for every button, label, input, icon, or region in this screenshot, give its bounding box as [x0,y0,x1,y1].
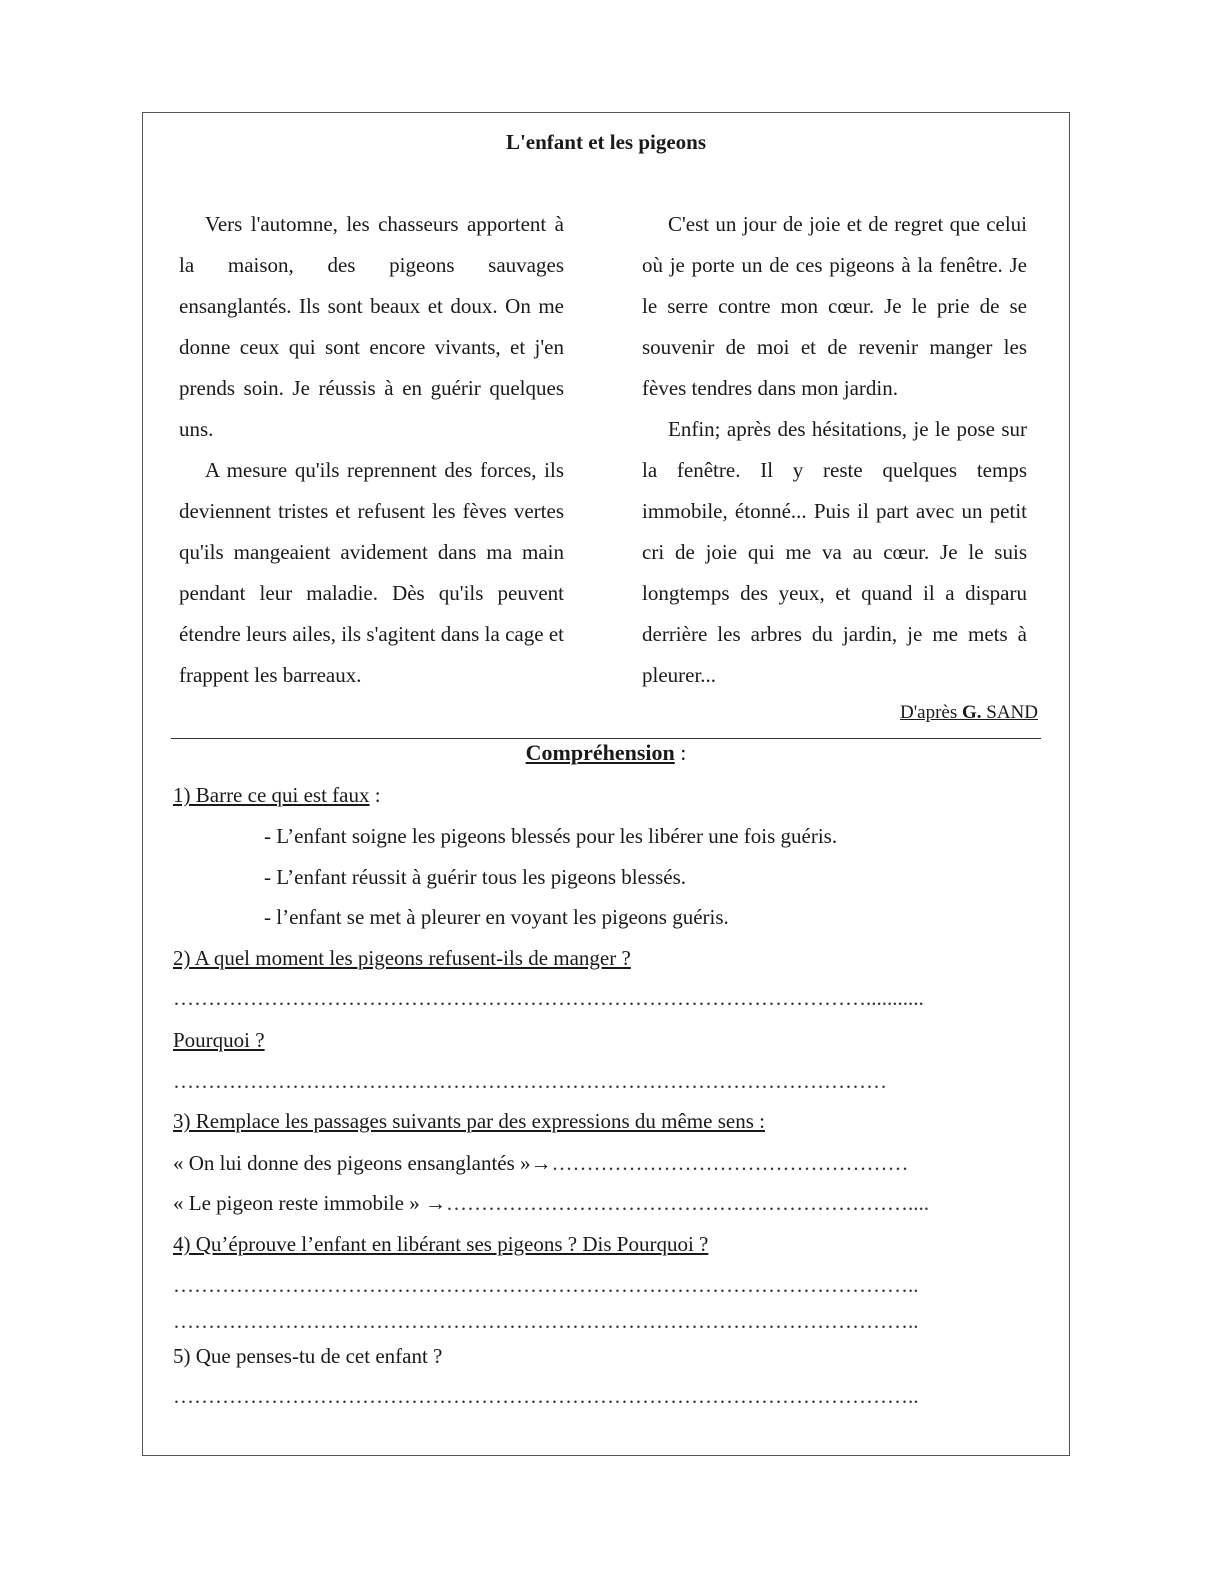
answer-line[interactable]: …………………………………………… [551,1151,909,1175]
answer-line[interactable]: ………………………………………………………………………………………........... [173,986,924,1010]
text-column-right [642,204,1027,696]
comprehension-heading-suffix: : [674,740,687,765]
question-2-sub-label: Pourquoi ? [173,1028,265,1052]
answer-line[interactable]: …………………………………………………………………………………………….. [173,1273,919,1297]
attribution-prefix: D'après [900,702,962,723]
question-1-option[interactable]: - l’enfant se met à pleurer en voyant les pigeons guéris. [264,905,729,929]
question-4-label: 4) Qu’éprouve l’enfant en libérant ses pigeons ? Dis Pourquoi ? [173,1232,709,1256]
text-title: L'enfant et les pigeons [505,130,707,154]
paragraph: C'est un jour de joie et de regret que celui où je porte un de ces pigeons à la fenêtre. Je le serre contre mon cœur. Je le prie de se souvenir de moi et de revenir manger les fèves tendres dans mon jardin. [642,212,1027,400]
paragraph: Vers l'automne, les chasseurs apportent à la maison, des pigeons sauvages ensanglantés. Ils sont beaux et doux. On me donne ceux qui sont encore vivants, et j'en prends soin. Je réussis à en guérir quelques uns. [179,212,564,441]
question-2-label: 2) A quel moment les pigeons refusent-ils de manger ? [173,946,631,970]
paragraph: Enfin; après des hésitations, je le pose sur la fenêtre. Il y reste quelques temps immobile, étonné... Puis il part avec un petit cri de joie qui me va au cœur. Je le suis longtemps des yeux, et quand il a disparu derrière les arbres du jardin, je me mets à pleurer... [642,417,1027,687]
question-1 [173,781,381,809]
attribution-author-initial: G. [961,702,982,723]
answer-line[interactable]: …………………………………………………………………………………………….. [173,1384,919,1408]
question-3-phrase: « On lui donne des pigeons ensanglantés » [173,1151,531,1175]
comprehension-heading-text: Compréhension [525,740,675,765]
answer-line[interactable]: ………………………………………………………………………………………… [173,1069,887,1093]
question-5-label: 5) Que penses-tu de cet enfant ? [173,1344,443,1368]
question-1-option[interactable]: - L’enfant soigne les pigeons blessés pour les libérer une fois guéris. [264,824,838,848]
answer-line[interactable]: …………………………………………………………………………………………….. [173,1309,919,1333]
arrow-right-icon: → [424,1191,446,1215]
attribution-author-name: SAND [981,702,1038,723]
question-3-label: 3) Remplace les passages suivants par des expressions du même sens : [173,1109,765,1133]
attribution [900,702,1038,724]
arrow-right-icon: → [530,1151,552,1175]
question-1-option[interactable]: - L’enfant réussit à guérir tous les pigeons blessés. [264,865,687,889]
question-1-label: 1) Barre ce qui est faux [173,783,370,807]
comprehension-heading [142,740,1070,766]
question-3-item [173,1149,909,1177]
paragraph: A mesure qu'ils reprennent des forces, ils deviennent tristes et refusent les fèves vertes qu'ils mangeaient avidement dans ma main pendant leur maladie. Dès qu'ils peuvent étendre leurs ailes, ils s'agitent dans la cage et frappent les barreaux. [179,458,564,687]
question-3-phrase: « Le pigeon reste immobile » [173,1191,425,1215]
section-divider [171,738,1041,739]
question-1-suffix: : [369,783,381,807]
answer-line[interactable]: ………………………………………………………….... [445,1191,929,1215]
question-3-item [173,1189,929,1217]
text-column-left [179,204,564,696]
